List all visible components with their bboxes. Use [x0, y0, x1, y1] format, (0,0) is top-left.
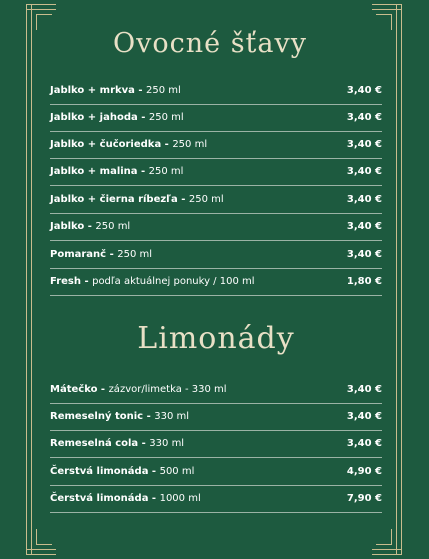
item-price: 7,90 € [346, 493, 382, 504]
item-price: 4,90 € [346, 466, 382, 477]
menu-item [50, 186, 382, 214]
item-size: 330 ml [154, 411, 190, 422]
item-size: 250 ml [146, 85, 181, 96]
item-name: Remeselná cola - [50, 438, 150, 449]
item-size: 500 ml [159, 466, 195, 477]
item-name: Jablko - [50, 221, 96, 232]
item-price: 3,40 € [346, 221, 382, 232]
item-size: 330 ml [149, 438, 185, 449]
menu-item [50, 485, 382, 513]
item-size: 250 ml [172, 139, 208, 150]
item-price: 3,40 € [346, 249, 382, 260]
item-name: Jablko + mrkva - [50, 85, 147, 96]
item-name: Mátečko - [50, 384, 109, 395]
menu-item [50, 213, 382, 241]
menu-item [50, 268, 382, 296]
menu-item [50, 403, 382, 431]
item-name: Pomaranč - [50, 249, 118, 260]
item-name: Čerstvá limonáda - [50, 493, 160, 504]
menu-item [50, 158, 382, 186]
item-name: Jablko + čierna ríbezľa - [50, 194, 189, 205]
item-size: 250 ml [148, 112, 184, 123]
item-size: 250 ml [188, 194, 224, 205]
menu-item [50, 376, 382, 404]
item-name: Čerstvá limonáda - [50, 466, 160, 477]
item-price: 3,40 € [346, 194, 382, 205]
menu-item [50, 430, 382, 458]
item-name: Jablko + malina - [50, 166, 149, 177]
item-price: 3,40 € [346, 411, 382, 422]
menu-item [50, 104, 382, 132]
item-price: 1,80 € [346, 276, 382, 287]
item-size: 250 ml [117, 249, 153, 260]
item-name: Fresh - [50, 276, 93, 287]
menu-item [50, 131, 382, 159]
section-title-lemonades: Limonády [137, 321, 295, 356]
item-price: 3,40 € [346, 166, 382, 177]
item-size: zázvor/limetka - 330 ml [108, 384, 227, 395]
item-name: Remeselný tonic - [50, 411, 155, 422]
item-price: 3,40 € [346, 112, 382, 123]
item-size: podľa aktuálnej ponuky / 100 ml [92, 276, 255, 287]
item-size: 250 ml [95, 221, 131, 232]
item-price: 3,40 € [346, 85, 382, 96]
item-size: 1000 ml [159, 493, 201, 504]
item-price: 3,40 € [346, 139, 382, 150]
menu-item [50, 241, 382, 269]
menu-item [50, 77, 382, 105]
menu-item [50, 458, 382, 486]
item-price: 3,40 € [346, 438, 382, 449]
section-title-juices: Ovocné šťavy [112, 28, 308, 59]
item-price: 3,40 € [346, 384, 382, 395]
item-name: Jablko + čučoriedka - [50, 139, 173, 150]
item-size: 250 ml [148, 166, 184, 177]
item-name: Jablko + jahoda - [50, 112, 149, 123]
